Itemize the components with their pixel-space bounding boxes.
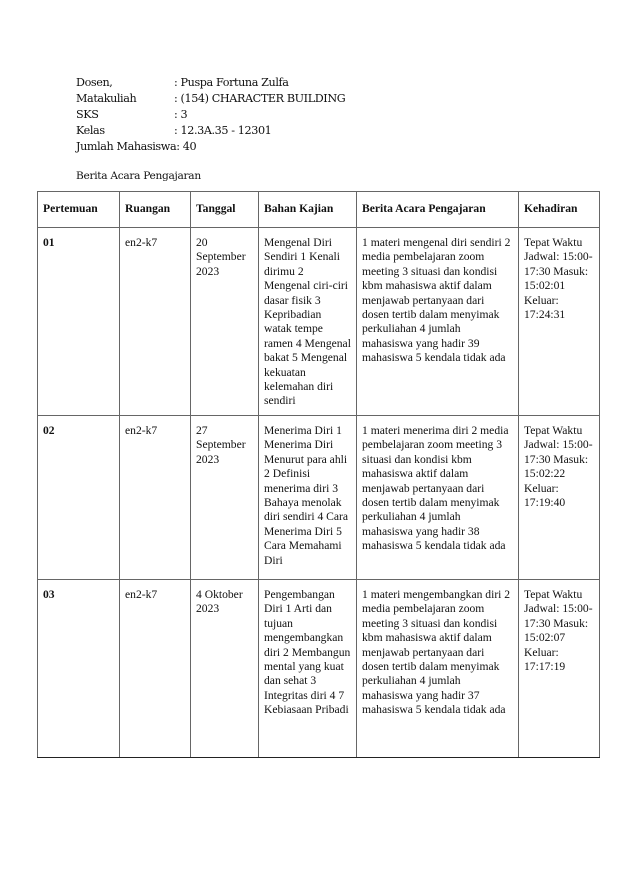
jumlah-label: Jumlah Mahasiswa bbox=[76, 140, 177, 153]
cell-bahan-kajian: Pengembangan Diri 1 Arti dan tujuan mengembangkan diri 2 Membangun mental yang kuat dan sehat 3 Integritas diri 4 7 Kebiasaan Pribadi bbox=[259, 579, 357, 757]
berita-acara-table bbox=[37, 191, 600, 758]
dosen-value: : Puspa Fortuna Zulfa bbox=[174, 76, 289, 89]
cell-ruangan: en2-k7 bbox=[120, 228, 191, 416]
section-title: Berita Acara Pengajaran bbox=[76, 170, 201, 182]
cell-pertemuan: 02 bbox=[38, 415, 120, 579]
header-ruangan: Ruangan bbox=[120, 192, 191, 228]
cell-berita-acara: 1 materi menerima diri 2 media pembelajaran zoom meeting 3 situasi dan kondisi kbm mahasiswa aktif dalam menjawab pertanyaan dari dosen tertib dalam menyimak perkuliahan 4 jumlah mahasiswa yang hadir 38 mahasiswa 5 kendala tidak ada bbox=[357, 415, 519, 579]
table-row bbox=[38, 415, 600, 579]
table-row bbox=[38, 228, 600, 416]
cell-ruangan: en2-k7 bbox=[120, 579, 191, 757]
matakuliah-label: Matakuliah bbox=[76, 92, 137, 105]
cell-bahan-kajian: Mengenal Diri Sendiri 1 Kenali dirimu 2 Mengenal ciri-ciri dasar fisik 3 Kepribadian watak tempe ramen 4 Mengenal bakat 5 Mengenal kekuatan kelemahan diri sendiri bbox=[259, 228, 357, 416]
cell-pertemuan: 03 bbox=[38, 579, 120, 757]
info-row-kelas bbox=[76, 123, 345, 139]
cell-bahan-kajian: Menerima Diri 1 Menerima Diri Menurut para ahli 2 Definisi menerima diri 3 Bahaya menolak diri sendiri 4 Cara Menerima Diri 5 Cara Memahami Diri bbox=[259, 415, 357, 579]
info-row-matakuliah bbox=[76, 91, 345, 107]
cell-ruangan: en2-k7 bbox=[120, 415, 191, 579]
header-tanggal: Tanggal bbox=[191, 192, 259, 228]
cell-tanggal: 27 September 2023 bbox=[191, 415, 259, 579]
table-header-row bbox=[38, 192, 600, 228]
kelas-value: : 12.3A.35 - 12301 bbox=[174, 124, 272, 137]
sks-label: SKS bbox=[76, 108, 99, 121]
course-info bbox=[76, 75, 345, 155]
cell-kehadiran: Tepat Waktu Jadwal: 15:00-17:30 Masuk: 15:02:01 Keluar: 17:24:31 bbox=[519, 228, 600, 416]
cell-tanggal: 20 September 2023 bbox=[191, 228, 259, 416]
header-pertemuan: Pertemuan bbox=[38, 192, 120, 228]
jumlah-value: : 40 bbox=[176, 140, 197, 153]
cell-berita-acara: 1 materi mengembangkan diri 2 media pembelajaran zoom meeting 3 situasi dan kondisi kbm mahasiswa aktif dalam menjawab pertanyaan dari dosen tertib dalam menyimak perkuliahan 4 jumlah mahasiswa yang hadir 37 mahasiswa 5 kendala tidak ada bbox=[357, 579, 519, 757]
cell-berita-acara: 1 materi mengenal diri sendiri 2 media pembelajaran zoom meeting 3 situasi dan kondisi kbm mahasiswa aktif dalam menjawab pertanyaan dari dosen tertib dalam menyimak perkuliahan 4 jumlah mahasiswa yang hadir 39 mahasiswa 5 kendala tidak ada bbox=[357, 228, 519, 416]
kelas-label: Kelas bbox=[76, 124, 105, 137]
info-row-jumlah bbox=[76, 139, 345, 155]
header-bahan-kajian: Bahan Kajian bbox=[259, 192, 357, 228]
header-kehadiran: Kehadiran bbox=[519, 192, 600, 228]
matakuliah-value: : (154) CHARACTER BUILDING bbox=[174, 92, 346, 105]
table-row bbox=[38, 579, 600, 757]
info-row-sks bbox=[76, 107, 345, 123]
dosen-label: Dosen, bbox=[76, 76, 113, 89]
cell-kehadiran: Tepat Waktu Jadwal: 15:00-17:30 Masuk: 15:02:22 Keluar: 17:19:40 bbox=[519, 415, 600, 579]
cell-kehadiran: Tepat Waktu Jadwal: 15:00-17:30 Masuk: 15:02:07 Keluar: 17:17:19 bbox=[519, 579, 600, 757]
sks-value: : 3 bbox=[174, 108, 188, 121]
cell-tanggal: 4 Oktober 2023 bbox=[191, 579, 259, 757]
cell-pertemuan: 01 bbox=[38, 228, 120, 416]
info-row-dosen bbox=[76, 75, 345, 91]
header-berita-acara: Berita Acara Pengajaran bbox=[357, 192, 519, 228]
